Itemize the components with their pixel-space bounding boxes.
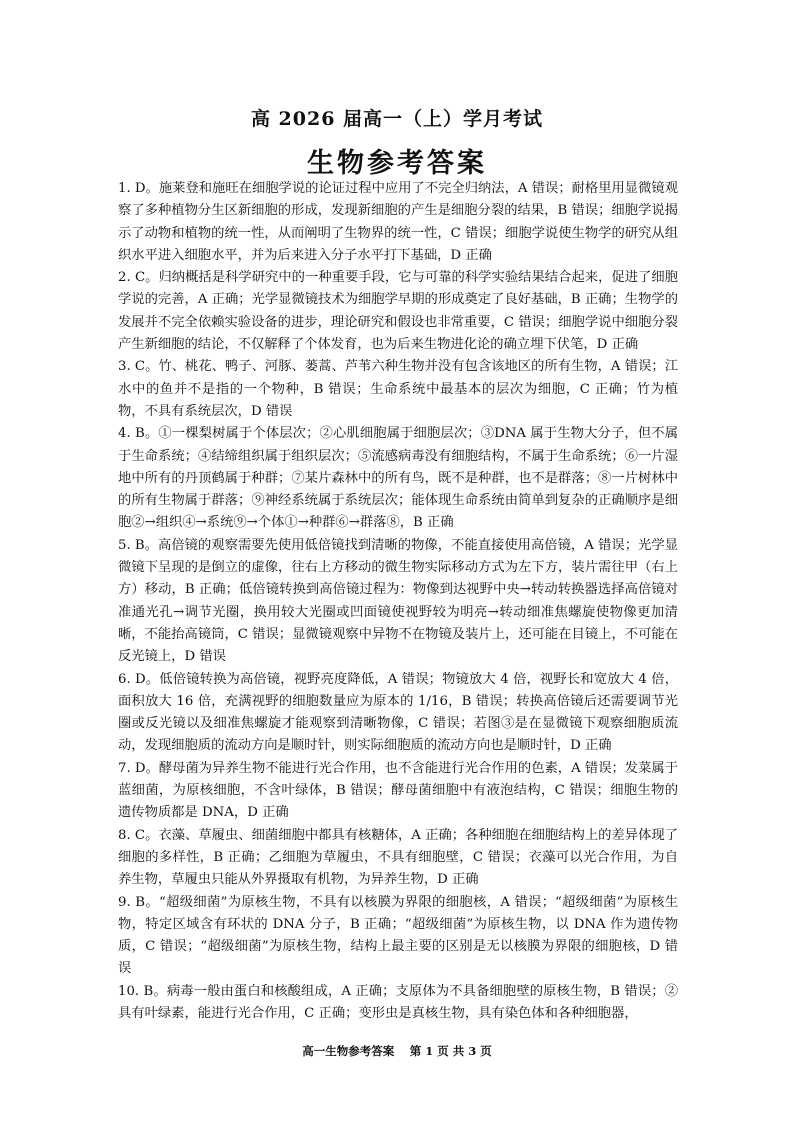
answer-item-10: 10. B。病毒一般由蛋白和核酸组成，A 正确；支原体为不具备细胞壁的原核生物，B 错误；②具有叶绿素，能进行光合作用，C 正确；变形虫是真核生物，具有染色体和各种细胞器， [118, 983, 678, 1021]
answer-item-8: 8. C。衣藻、草履虫、细菌细胞中都具有核糖体，A 正确；各种细胞在细胞结构上的差异体现了细胞的多样性，B 正确；乙细胞为草履虫，不具有细胞壁，C 错误；衣藻可以光合作用，为自养生物，草履虫只能从外界摄取有机物，为异养生物，D 正确 [118, 827, 678, 888]
answer-item-5: 5. B。高倍镜的观察需要先使用低倍镜找到清晰的物像，不能直接使用高倍镜，A 错误；光学显微镜下呈现的是倒立的虚像，往右上方移动的微生物实际移动方式为左下方，装片需往甲（右上方）移动，B 正确；低倍镜转换到高倍镜过程为：物像到达视野中央→转动转换器选择高倍镜对准通光孔→调节光圈，换用较大光圈或凹面镜使视野较为明亮→转动细准焦螺旋使物像更加清晰，不能抬高镜筒，C 错误；显微镜观察中异物不在物镜及装片上，还可能在目镜上，不可能在反光镜上，D 错误 [118, 537, 678, 665]
answer-item-2: 2. C。归纳概括是科学研究中的一种重要手段，它与可靠的科学实验结果结合起来，促进了细胞学说的完善，A 正确；光学显微镜技术为细胞学早期的形成奠定了良好基础，B 正确；生物学的发展并不完全依赖实验设备的进步，理论研究和假设也非常重要，C 错误；细胞学说中细胞分裂产生新细胞的结论，不仅解释了个体发育，也为后来生物进化论的确立埋下伏笔，D 正确 [118, 270, 678, 353]
subject-title: 生物参考答案 [307, 148, 487, 179]
answer-item-3: 3. C。竹、桃花、鸭子、河豚、蒌蒿、芦苇六种生物并没有包含该地区的所有生物，A 错误；江水中的鱼并不是指的一个物种，B 错误；生命系统中最基本的层次为细胞，C 正确；竹为植物，不具有系统层次，D 错误 [118, 359, 678, 419]
answer-item-9: 9. B。“超级细菌”为原核生物，不具有以核膜为界限的细胞核，A 错误；“超级细菌”为原核生物，特定区域含有环状的 DNA 分子，B 正确；“超级细菌”为原核生物，以 DNA 作为遗传物质，C 错误；“超级细菌”为原核生物，结构上最主要的区别是无以核膜为界限的细胞核，D 错误 [118, 894, 678, 977]
answer-item-1: 1. D。施莱登和施旺在细胞学说的论证过程中应用了不完全归纳法，A 错误；耐格里用显微镜观察了多种植物分生区新细胞的形成，发现新细胞的产生是细胞分裂的结果，B 错误；细胞学说揭示了动物和植物的统一性，从而阐明了生物界的统一性，C 错误；细胞学说使生物学的研究从组织水平进入细胞水平，并为后来进入分子水平打下基础，D 正确 [118, 181, 678, 263]
exam-title: 高 2026 届高一（上）学月考试 [250, 108, 544, 130]
answer-list [118, 178, 678, 1025]
page-footer: 高一生物参考答案 第 1 页 共 3 页 [302, 1044, 492, 1058]
answer-item-4: 4. B。①一棵梨树属于个体层次；②心肌细胞属于细胞层次；③DNA 属于生物大分子，但不属于生命系统；④结缔组织属于组织层次；⑤流感病毒没有细胞结构，不属于生命系统；⑥一片湿地中所有的丹顶鹤属于种群；⑦某片森林中的所有鸟，既不是种群，也不是群落；⑧一片树林中的所有生物属于群落；⑨神经系统属于系统层次；能体现生命系统由简单到复杂的正确顺序是细胞②→组织④→系统⑨→个体①→种群⑥→群落⑧，B 正确 [118, 426, 678, 531]
answer-item-7: 7. D。酵母菌为异养生物不能进行光合作用，也不含能进行光合作用的色素，A 错误；发菜属于蓝细菌，为原核细胞，不含叶绿体，B 错误；酵母菌细胞中有液泡结构，C 错误；细胞生物的遗传物质都是 DNA，D 正确 [118, 760, 678, 821]
answer-item-6: 6. D。低倍镜转换为高倍镜，视野亮度降低，A 错误；物镜放大 4 倍，视野长和宽放大 4 倍，面积放大 16 倍，充满视野的细胞数量应为原本的 1/16，B 错误；转换高倍镜后还需要调节光圈或反光镜以及细准焦螺旋才能观察到清晰物像，C 错误；若图③是在显微镜下观察细胞质流动，发现细胞质的流动方向是顺时针，则实际细胞质的流动方向也是顺时针，D 正确 [118, 671, 678, 754]
